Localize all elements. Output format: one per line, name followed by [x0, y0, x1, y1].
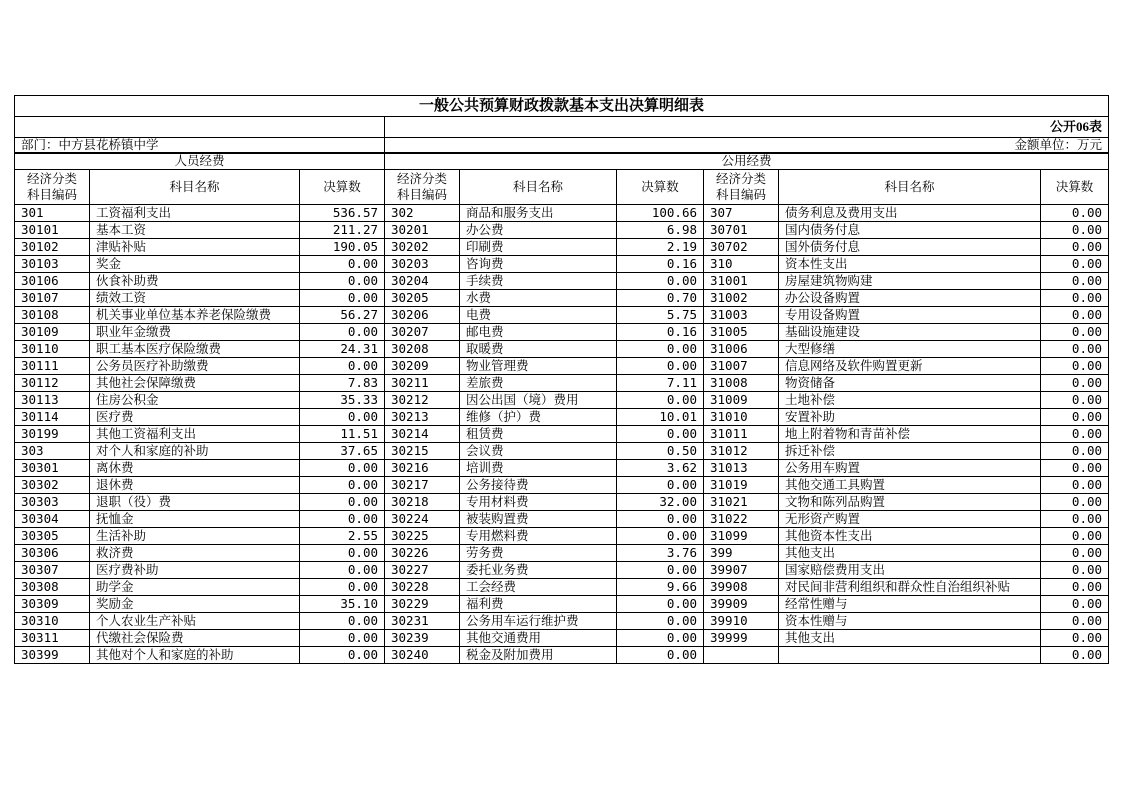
- subject-code-cell: 30114: [15, 409, 90, 426]
- table-row: [15, 545, 1109, 562]
- subject-code-cell: 30207: [385, 324, 460, 341]
- doc-number-label: 公开06表: [385, 117, 1109, 138]
- final-account-value-cell: 0.00: [617, 392, 704, 409]
- table-row: [15, 460, 1109, 477]
- department-row: [15, 138, 1109, 154]
- table-row: [15, 647, 1109, 664]
- subject-name-cell: 维修（护）费: [460, 409, 617, 426]
- subject-code-cell: 30218: [385, 494, 460, 511]
- subject-code-cell: 31006: [704, 341, 779, 358]
- col-header-code-line1: 经济分类: [396, 172, 447, 186]
- final-account-value-cell: 2.19: [617, 239, 704, 256]
- col-header-code-1: [15, 170, 90, 205]
- final-account-value-cell: 190.05: [300, 239, 385, 256]
- subject-code-cell: 30240: [385, 647, 460, 664]
- subject-code-cell: 30304: [15, 511, 90, 528]
- subject-name-cell: 住房公积金: [90, 392, 300, 409]
- final-account-value-cell: 3.76: [617, 545, 704, 562]
- subject-code-cell: 30211: [385, 375, 460, 392]
- subject-code-cell: 30303: [15, 494, 90, 511]
- subject-code-cell: 30306: [15, 545, 90, 562]
- table-row: [15, 341, 1109, 358]
- final-account-value-cell: 7.83: [300, 375, 385, 392]
- subject-code-cell: 31007: [704, 358, 779, 375]
- final-account-value-cell: 5.75: [617, 307, 704, 324]
- subject-code-cell: 30214: [385, 426, 460, 443]
- final-account-value-cell: 0.50: [617, 443, 704, 460]
- subject-name-cell: 债务利息及费用支出: [779, 205, 1041, 222]
- subject-name-cell: 职工基本医疗保险缴费: [90, 341, 300, 358]
- subject-code-cell: 30702: [704, 239, 779, 256]
- col-header-code-line1: 经济分类: [715, 172, 766, 186]
- table-row: [15, 528, 1109, 545]
- subject-code-cell: 30227: [385, 562, 460, 579]
- subject-name-cell: 其他工资福利支出: [90, 426, 300, 443]
- subject-name-cell: 退职（役）费: [90, 494, 300, 511]
- subject-code-cell: 30216: [385, 460, 460, 477]
- subject-name-cell: 文物和陈列品购置: [779, 494, 1041, 511]
- subject-name-cell: 无形资产购置: [779, 511, 1041, 528]
- subject-code-cell: 30231: [385, 613, 460, 630]
- subject-code-cell: 30206: [385, 307, 460, 324]
- subject-name-cell: 生活补助: [90, 528, 300, 545]
- final-account-value-cell: 0.00: [1041, 324, 1109, 341]
- final-account-value-cell: 0.00: [1041, 613, 1109, 630]
- subject-name-cell: 助学金: [90, 579, 300, 596]
- group-header-public: 公用经费: [385, 153, 1109, 170]
- subject-name-cell: 咨询费: [460, 256, 617, 273]
- subject-code-cell: 30202: [385, 239, 460, 256]
- final-account-value-cell: 0.00: [617, 358, 704, 375]
- subject-name-cell: 土地补偿: [779, 392, 1041, 409]
- subject-name-cell: 印刷费: [460, 239, 617, 256]
- subject-name-cell: 其他社会保障缴费: [90, 375, 300, 392]
- doc-label-spacer: [15, 117, 385, 138]
- subject-code-cell: 30228: [385, 579, 460, 596]
- subject-code-cell: 30229: [385, 596, 460, 613]
- final-account-value-cell: 0.00: [300, 511, 385, 528]
- final-account-value-cell: 10.01: [617, 409, 704, 426]
- subject-code-cell: 30203: [385, 256, 460, 273]
- subject-code-cell: 31009: [704, 392, 779, 409]
- final-account-value-cell: 0.70: [617, 290, 704, 307]
- subject-code-cell: 30103: [15, 256, 90, 273]
- subject-name-cell: 专用设备购置: [779, 307, 1041, 324]
- subject-name-cell: 医疗费补助: [90, 562, 300, 579]
- subject-name-cell: 物资储备: [779, 375, 1041, 392]
- subject-name-cell: 其他支出: [779, 630, 1041, 647]
- subject-name-cell: 专用燃料费: [460, 528, 617, 545]
- budget-detail-table: [14, 95, 1109, 664]
- subject-name-cell: 房屋建筑物购建: [779, 273, 1041, 290]
- subject-name-cell: 奖金: [90, 256, 300, 273]
- subject-code-cell: [704, 647, 779, 664]
- table-row: [15, 579, 1109, 596]
- final-account-value-cell: 0.00: [300, 647, 385, 664]
- column-header-row: [15, 170, 1109, 205]
- department-label: 部门：中方县花桥镇中学: [15, 138, 385, 154]
- subject-name-cell: 医疗费: [90, 409, 300, 426]
- subject-name-cell: 离休费: [90, 460, 300, 477]
- final-account-value-cell: 0.00: [1041, 528, 1109, 545]
- subject-name-cell: 绩效工资: [90, 290, 300, 307]
- subject-name-cell: 国家赔偿费用支出: [779, 562, 1041, 579]
- table-row: [15, 511, 1109, 528]
- col-header-name-2: 科目名称: [460, 170, 617, 205]
- table-row: [15, 358, 1109, 375]
- table-row: [15, 596, 1109, 613]
- subject-name-cell: 对个人和家庭的补助: [90, 443, 300, 460]
- final-account-value-cell: 100.66: [617, 205, 704, 222]
- subject-code-cell: 302: [385, 205, 460, 222]
- final-account-value-cell: 0.00: [1041, 358, 1109, 375]
- final-account-value-cell: 0.00: [1041, 375, 1109, 392]
- subject-name-cell: 其他对个人和家庭的补助: [90, 647, 300, 664]
- final-account-value-cell: 0.00: [300, 545, 385, 562]
- final-account-value-cell: 0.00: [617, 630, 704, 647]
- subject-name-cell: 机关事业单位基本养老保险缴费: [90, 307, 300, 324]
- table-row: [15, 392, 1109, 409]
- final-account-value-cell: 24.31: [300, 341, 385, 358]
- subject-name-cell: 大型修缮: [779, 341, 1041, 358]
- final-account-value-cell: 35.33: [300, 392, 385, 409]
- table-row: [15, 409, 1109, 426]
- subject-code-cell: 30307: [15, 562, 90, 579]
- subject-name-cell: 会议费: [460, 443, 617, 460]
- subject-name-cell: 工会经费: [460, 579, 617, 596]
- table-row: [15, 613, 1109, 630]
- subject-code-cell: 30113: [15, 392, 90, 409]
- final-account-value-cell: 0.00: [1041, 460, 1109, 477]
- group-header-row: [15, 153, 1109, 170]
- final-account-value-cell: 3.62: [617, 460, 704, 477]
- subject-code-cell: 30209: [385, 358, 460, 375]
- subject-code-cell: 30224: [385, 511, 460, 528]
- subject-code-cell: 31013: [704, 460, 779, 477]
- final-account-value-cell: 37.65: [300, 443, 385, 460]
- subject-code-cell: 30108: [15, 307, 90, 324]
- subject-name-cell: 奖励金: [90, 596, 300, 613]
- col-header-code-2: [385, 170, 460, 205]
- col-header-code-line2: 科目编码: [26, 188, 77, 202]
- final-account-value-cell: 536.57: [300, 205, 385, 222]
- subject-code-cell: 30107: [15, 290, 90, 307]
- final-account-value-cell: 0.00: [300, 290, 385, 307]
- subject-code-cell: 31010: [704, 409, 779, 426]
- subject-code-cell: 39907: [704, 562, 779, 579]
- col-header-code-line2: 科目编码: [396, 188, 447, 202]
- table-row: [15, 443, 1109, 460]
- subject-code-cell: 30239: [385, 630, 460, 647]
- subject-code-cell: 30205: [385, 290, 460, 307]
- subject-code-cell: 30308: [15, 579, 90, 596]
- subject-name-cell: 救济费: [90, 545, 300, 562]
- subject-code-cell: 301: [15, 205, 90, 222]
- subject-name-cell: 其他资本性支出: [779, 528, 1041, 545]
- subject-name-cell: 税金及附加费用: [460, 647, 617, 664]
- final-account-value-cell: 0.00: [617, 477, 704, 494]
- subject-code-cell: 30110: [15, 341, 90, 358]
- subject-name-cell: 商品和服务支出: [460, 205, 617, 222]
- final-account-value-cell: 0.00: [1041, 511, 1109, 528]
- title-row: [15, 96, 1109, 117]
- final-account-value-cell: 0.00: [617, 273, 704, 290]
- final-account-value-cell: 11.51: [300, 426, 385, 443]
- group-header-personnel: 人员经费: [15, 153, 385, 170]
- final-account-value-cell: 0.00: [617, 341, 704, 358]
- final-account-value-cell: 0.00: [1041, 307, 1109, 324]
- subject-name-cell: 电费: [460, 307, 617, 324]
- subject-code-cell: 30213: [385, 409, 460, 426]
- final-account-value-cell: 0.00: [1041, 647, 1109, 664]
- subject-code-cell: 30310: [15, 613, 90, 630]
- subject-name-cell: 专用材料费: [460, 494, 617, 511]
- subject-name-cell: 代缴社会保险费: [90, 630, 300, 647]
- final-account-value-cell: 0.00: [1041, 579, 1109, 596]
- table-row: [15, 630, 1109, 647]
- subject-name-cell: 伙食补助费: [90, 273, 300, 290]
- col-header-name-1: 科目名称: [90, 170, 300, 205]
- final-account-value-cell: 0.00: [1041, 205, 1109, 222]
- final-account-value-cell: 0.00: [1041, 477, 1109, 494]
- subject-code-cell: 30301: [15, 460, 90, 477]
- subject-code-cell: 31003: [704, 307, 779, 324]
- table-row: [15, 477, 1109, 494]
- unit-label: 金额单位：万元: [385, 138, 1109, 154]
- final-account-value-cell: 0.00: [1041, 630, 1109, 647]
- final-account-value-cell: 35.10: [300, 596, 385, 613]
- subject-name-cell: 差旅费: [460, 375, 617, 392]
- subject-name-cell: 对民间非营利组织和群众性自治组织补贴: [779, 579, 1041, 596]
- final-account-value-cell: 0.00: [1041, 562, 1109, 579]
- subject-code-cell: 30102: [15, 239, 90, 256]
- table-row: [15, 494, 1109, 511]
- subject-code-cell: 39910: [704, 613, 779, 630]
- final-account-value-cell: 0.00: [1041, 341, 1109, 358]
- final-account-value-cell: 0.00: [300, 562, 385, 579]
- final-account-value-cell: 211.27: [300, 222, 385, 239]
- subject-name-cell: 职业年金缴费: [90, 324, 300, 341]
- subject-code-cell: 30701: [704, 222, 779, 239]
- table-row: [15, 273, 1109, 290]
- subject-name-cell: 退休费: [90, 477, 300, 494]
- final-account-value-cell: 0.00: [300, 358, 385, 375]
- subject-code-cell: 310: [704, 256, 779, 273]
- table-row: [15, 307, 1109, 324]
- table-row: [15, 375, 1109, 392]
- subject-name-cell: 个人农业生产补贴: [90, 613, 300, 630]
- final-account-value-cell: 0.00: [300, 256, 385, 273]
- subject-code-cell: 31001: [704, 273, 779, 290]
- subject-code-cell: 31099: [704, 528, 779, 545]
- final-account-value-cell: 0.00: [1041, 545, 1109, 562]
- final-account-value-cell: 7.11: [617, 375, 704, 392]
- subject-code-cell: 30217: [385, 477, 460, 494]
- final-account-value-cell: 0.00: [617, 613, 704, 630]
- final-account-value-cell: 9.66: [617, 579, 704, 596]
- subject-name-cell: 其他支出: [779, 545, 1041, 562]
- subject-name-cell: 邮电费: [460, 324, 617, 341]
- subject-name-cell: 公务员医疗补助缴费: [90, 358, 300, 375]
- table-row: [15, 205, 1109, 222]
- subject-code-cell: 39908: [704, 579, 779, 596]
- table-body: [15, 205, 1109, 664]
- subject-code-cell: 30109: [15, 324, 90, 341]
- final-account-value-cell: 0.00: [617, 511, 704, 528]
- subject-code-cell: 39999: [704, 630, 779, 647]
- subject-name-cell: 取暖费: [460, 341, 617, 358]
- subject-name-cell: 劳务费: [460, 545, 617, 562]
- subject-name-cell: 办公费: [460, 222, 617, 239]
- final-account-value-cell: 0.00: [1041, 273, 1109, 290]
- final-account-value-cell: 0.00: [1041, 290, 1109, 307]
- subject-name-cell: 培训费: [460, 460, 617, 477]
- subject-code-cell: 31008: [704, 375, 779, 392]
- table-row: [15, 256, 1109, 273]
- subject-name-cell: 公务用车运行维护费: [460, 613, 617, 630]
- subject-name-cell: 福利费: [460, 596, 617, 613]
- subject-code-cell: 307: [704, 205, 779, 222]
- subject-code-cell: 30302: [15, 477, 90, 494]
- final-account-value-cell: 0.00: [300, 579, 385, 596]
- subject-name-cell: 委托业务费: [460, 562, 617, 579]
- subject-name-cell: 被装购置费: [460, 511, 617, 528]
- subject-name-cell: 租赁费: [460, 426, 617, 443]
- table-row: [15, 562, 1109, 579]
- subject-name-cell: 国内债务付息: [779, 222, 1041, 239]
- final-account-value-cell: 0.00: [300, 477, 385, 494]
- subject-code-cell: 30106: [15, 273, 90, 290]
- subject-name-cell: 资本性赠与: [779, 613, 1041, 630]
- final-account-value-cell: 0.00: [300, 409, 385, 426]
- subject-code-cell: 31022: [704, 511, 779, 528]
- page-title: 一般公共预算财政拨款基本支出决算明细表: [15, 96, 1109, 117]
- subject-name-cell: 国外债务付息: [779, 239, 1041, 256]
- subject-code-cell: 30225: [385, 528, 460, 545]
- final-account-value-cell: 0.16: [617, 324, 704, 341]
- final-account-value-cell: 0.00: [300, 630, 385, 647]
- subject-name-cell: 基本工资: [90, 222, 300, 239]
- subject-name-cell: 资本性支出: [779, 256, 1041, 273]
- table-row: [15, 324, 1109, 341]
- subject-name-cell: 其他交通工具购置: [779, 477, 1041, 494]
- subject-code-cell: 399: [704, 545, 779, 562]
- subject-code-cell: 30199: [15, 426, 90, 443]
- subject-code-cell: 30215: [385, 443, 460, 460]
- final-account-value-cell: 0.00: [1041, 409, 1109, 426]
- subject-name-cell: 拆迁补偿: [779, 443, 1041, 460]
- table-row: [15, 290, 1109, 307]
- table-row: [15, 222, 1109, 239]
- subject-code-cell: 30101: [15, 222, 90, 239]
- subject-code-cell: 39909: [704, 596, 779, 613]
- final-account-value-cell: 0.00: [1041, 494, 1109, 511]
- subject-code-cell: 30311: [15, 630, 90, 647]
- final-account-value-cell: 0.00: [1041, 426, 1109, 443]
- final-account-value-cell: 0.16: [617, 256, 704, 273]
- subject-name-cell: 基础设施建设: [779, 324, 1041, 341]
- subject-code-cell: 31012: [704, 443, 779, 460]
- subject-name-cell: 办公设备购置: [779, 290, 1041, 307]
- subject-code-cell: 30201: [385, 222, 460, 239]
- col-header-code-line2: 科目编码: [715, 188, 766, 202]
- final-account-value-cell: 0.00: [300, 273, 385, 290]
- final-account-value-cell: 6.98: [617, 222, 704, 239]
- final-account-value-cell: 32.00: [617, 494, 704, 511]
- final-account-value-cell: 0.00: [300, 324, 385, 341]
- final-account-value-cell: 0.00: [617, 426, 704, 443]
- final-account-value-cell: 0.00: [1041, 256, 1109, 273]
- subject-name-cell: 工资福利支出: [90, 205, 300, 222]
- final-account-value-cell: 56.27: [300, 307, 385, 324]
- col-header-value-1: 决算数: [300, 170, 385, 205]
- subject-name-cell: 手续费: [460, 273, 617, 290]
- subject-code-cell: 30212: [385, 392, 460, 409]
- subject-name-cell: 公务用车购置: [779, 460, 1041, 477]
- final-account-value-cell: 0.00: [1041, 239, 1109, 256]
- final-account-value-cell: 0.00: [617, 647, 704, 664]
- subject-code-cell: 31019: [704, 477, 779, 494]
- subject-code-cell: 30111: [15, 358, 90, 375]
- final-account-value-cell: 0.00: [1041, 596, 1109, 613]
- col-header-code-3: [704, 170, 779, 205]
- subject-name-cell: 公务接待费: [460, 477, 617, 494]
- subject-name-cell: 水费: [460, 290, 617, 307]
- table-row: [15, 426, 1109, 443]
- final-account-value-cell: 0.00: [617, 528, 704, 545]
- subject-code-cell: 31021: [704, 494, 779, 511]
- doc-label-row: [15, 117, 1109, 138]
- subject-name-cell: 因公出国（境）费用: [460, 392, 617, 409]
- subject-name-cell: 物业管理费: [460, 358, 617, 375]
- subject-name-cell: 经常性赠与: [779, 596, 1041, 613]
- subject-code-cell: 30305: [15, 528, 90, 545]
- subject-name-cell: 其他交通费用: [460, 630, 617, 647]
- subject-code-cell: 31005: [704, 324, 779, 341]
- final-account-value-cell: 0.00: [1041, 392, 1109, 409]
- subject-code-cell: 31011: [704, 426, 779, 443]
- col-header-value-3: 决算数: [1041, 170, 1109, 205]
- table-row: [15, 239, 1109, 256]
- col-header-name-3: 科目名称: [779, 170, 1041, 205]
- subject-code-cell: 30309: [15, 596, 90, 613]
- subject-name-cell: [779, 647, 1041, 664]
- subject-code-cell: 30226: [385, 545, 460, 562]
- final-account-value-cell: 0.00: [300, 613, 385, 630]
- col-header-value-2: 决算数: [617, 170, 704, 205]
- subject-code-cell: 31002: [704, 290, 779, 307]
- final-account-value-cell: 0.00: [1041, 222, 1109, 239]
- subject-code-cell: 30208: [385, 341, 460, 358]
- subject-name-cell: 安置补助: [779, 409, 1041, 426]
- final-account-value-cell: 0.00: [1041, 443, 1109, 460]
- final-account-value-cell: 2.55: [300, 528, 385, 545]
- subject-code-cell: 30204: [385, 273, 460, 290]
- final-account-value-cell: 0.00: [300, 494, 385, 511]
- subject-name-cell: 地上附着物和青苗补偿: [779, 426, 1041, 443]
- subject-code-cell: 30112: [15, 375, 90, 392]
- subject-name-cell: 信息网络及软件购置更新: [779, 358, 1041, 375]
- subject-code-cell: 30399: [15, 647, 90, 664]
- subject-name-cell: 津贴补贴: [90, 239, 300, 256]
- col-header-code-line1: 经济分类: [26, 172, 77, 186]
- subject-code-cell: 303: [15, 443, 90, 460]
- final-account-value-cell: 0.00: [300, 460, 385, 477]
- subject-name-cell: 抚恤金: [90, 511, 300, 528]
- final-account-value-cell: 0.00: [617, 596, 704, 613]
- final-account-value-cell: 0.00: [617, 562, 704, 579]
